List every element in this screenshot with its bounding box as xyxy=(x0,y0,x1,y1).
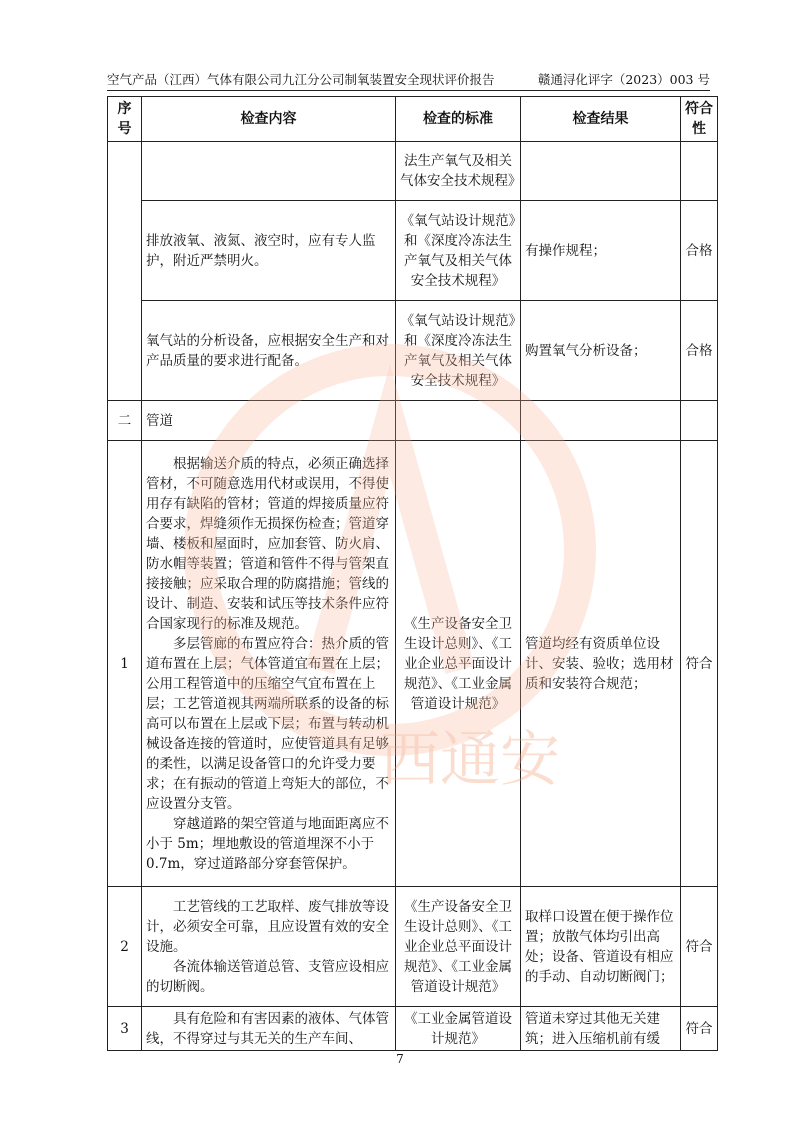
row-standard: 《生产设备安全卫生设计总则》、《工业企业总平面设计规范》、《工业金属管道设计规范》 xyxy=(396,887,521,1007)
table-row xyxy=(108,301,718,401)
row-content xyxy=(142,142,396,201)
row-result xyxy=(521,401,681,441)
row-no: 2 xyxy=(108,887,142,1007)
row-content: 工艺管线的工艺取样、废气排放等设计，必须安全可靠，且应设置有效的安全设施。 各流体输送管道总管、支管应设相应的切断阀。 xyxy=(142,887,396,1007)
row-result: 取样口设置在便于操作位置；放散气体均引出高处；设备、管道设有相应的手动、自动切断阀门； xyxy=(521,887,681,1007)
row-no xyxy=(108,142,142,401)
table-row xyxy=(108,1007,718,1051)
report-title: 空气产品（江西）气体有限公司九江分公司制氧装置安全现状评价报告 xyxy=(107,72,495,87)
header-no: 序号 xyxy=(108,97,142,142)
row-conform: 符合 xyxy=(681,887,718,1007)
inspection-table xyxy=(107,96,718,1051)
table-row xyxy=(108,441,718,887)
row-standard: 《氧气站设计规范》和《深度冷冻法生产氧气及相关气体安全技术规程》 xyxy=(396,201,521,301)
row-content: 排放液氧、液氮、液空时，应有专人监护，附近严禁明火。 xyxy=(142,201,396,301)
row-conform: 符合 xyxy=(681,1007,718,1051)
row-result: 管道均经有资质单位设计、安装、验收；选用材质和安装符合规范； xyxy=(521,441,681,887)
row-no: 二 xyxy=(108,401,142,441)
row-content: 根据输送介质的特点，必须正确选择管材，不可随意选用代材或误用，不得使用存有缺陷的管材；管道的焊接质量应符合要求，焊缝须作无损探伤检查；管道穿墙、楼板和屋面时，应加套管、防火肩、防水帽等装置；管道和管件不得与管架直接接触；应采取合理的防腐措施；管线的设计、制造、安装和试压等技术条件应符合国家现行的标准及规范。 多层管廊的布置应符合：热介质的管道布置在上层；气体管道宜布置在上层；公用工程管道中的压缩空气宜布置在上层；工艺管道视其两端所联系的设备的标高可以布置在上层或下层；布置与转动机械设备连接的管道时，应使管道具有足够的柔性，以满足设备管口的允许受力要求；在有振动的管道上弯矩大的部位，不应设置分支管。 穿越道路的架空管道与地面距离应不小于 5m；埋地敷设的管道埋深不小于 0.7m，穿过道路部分穿套管保护。 xyxy=(142,441,396,887)
row-standard: 《氧气站设计规范》和《深度冷冻法生产氧气及相关气体安全技术规程》 xyxy=(396,301,521,401)
header-conform: 符合性 xyxy=(681,97,718,142)
section-row xyxy=(108,401,718,441)
report-number: 赣通浔化评字（2023）003 号 xyxy=(537,72,710,87)
row-conform xyxy=(681,401,718,441)
header-content: 检查内容 xyxy=(142,97,396,142)
row-conform: 合格 xyxy=(681,301,718,401)
row-conform: 符合 xyxy=(681,441,718,887)
table-row xyxy=(108,142,718,201)
table-header-row xyxy=(108,97,718,142)
header-result: 检查结果 xyxy=(521,97,681,142)
row-content: 氧气站的分析设备，应根据安全生产和对产品质量的要求进行配备。 xyxy=(142,301,396,401)
row-result: 购置氧气分析设备； xyxy=(521,301,681,401)
page-header xyxy=(107,68,710,91)
table-row xyxy=(108,201,718,301)
header-standard: 检查的标准 xyxy=(396,97,521,142)
row-no: 1 xyxy=(108,441,142,887)
row-standard xyxy=(396,401,521,441)
table-row xyxy=(108,887,718,1007)
row-conform: 合格 xyxy=(681,201,718,301)
row-standard: 《工业金属管道设计规范》 xyxy=(396,1007,521,1051)
row-result: 有操作规程； xyxy=(521,201,681,301)
row-result xyxy=(521,142,681,201)
row-result: 管道未穿过其他无关建筑；进入压缩机前有缓 xyxy=(521,1007,681,1051)
row-conform xyxy=(681,142,718,201)
page-number: 7 xyxy=(396,1052,404,1066)
row-content: 具有危险和有害因素的液体、气体管线，不得穿过与其无关的生产车间、 xyxy=(142,1007,396,1051)
row-standard: 《生产设备安全卫生设计总则》、《工业企业总平面设计规范》、《工业金属管道设计规范》 xyxy=(396,441,521,887)
row-content: 管道 xyxy=(142,401,396,441)
watermark-text: 西通安 xyxy=(380,725,560,795)
row-no: 3 xyxy=(108,1007,142,1051)
row-standard: 法生产氧气及相关气体安全技术规程》 xyxy=(396,142,521,201)
